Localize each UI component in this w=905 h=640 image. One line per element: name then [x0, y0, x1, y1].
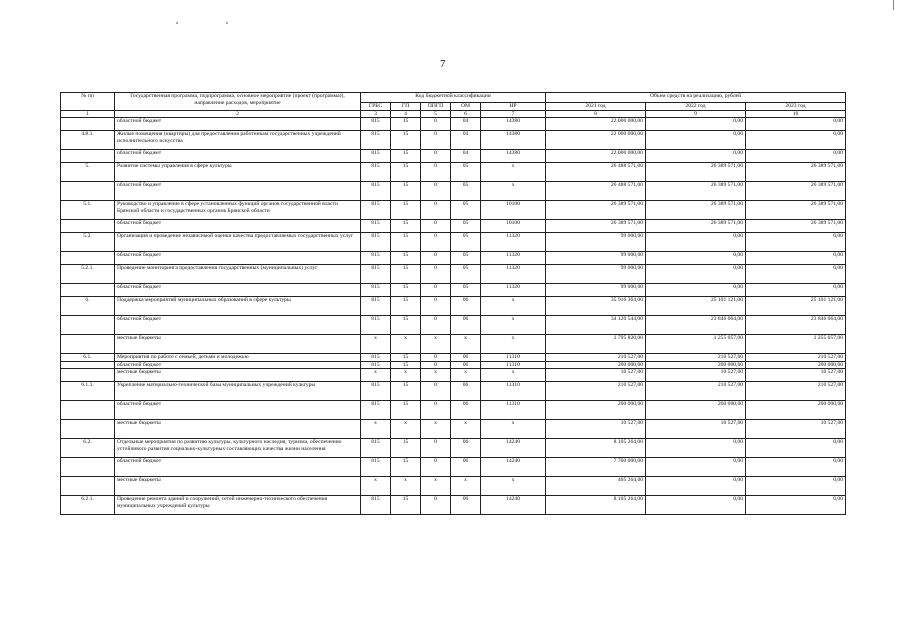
table-row: [61, 477, 846, 496]
header-volume: Объем средств на реализацию, рублей: [546, 93, 846, 103]
table-row: [61, 420, 846, 439]
row-number-cell: [61, 118, 115, 131]
amount-2023-cell: 0,00: [746, 284, 846, 297]
grbs-cell: х: [361, 420, 391, 439]
gp-cell: 15: [391, 201, 421, 220]
ppgp-cell: 0: [421, 118, 451, 131]
table-row: [61, 163, 846, 182]
amount-2021-cell: 26 488 571,00: [546, 163, 646, 182]
nr-cell: 11320: [481, 284, 546, 297]
om-cell: 06: [451, 382, 481, 401]
nr-cell: х: [481, 477, 546, 496]
row-name-cell: областной бюджет: [115, 316, 361, 335]
amount-2023-cell: 10 527,00: [746, 369, 846, 382]
column-number: 10: [746, 110, 846, 118]
table-row: [61, 382, 846, 401]
grbs-cell: х: [361, 335, 391, 354]
gp-cell: 15: [391, 252, 421, 265]
row-name-cell: областной бюджет: [115, 458, 361, 477]
grbs-cell: 815: [361, 233, 391, 252]
amount-2022-cell: 26 389 571,00: [646, 163, 746, 182]
grbs-cell: 815: [361, 182, 391, 201]
ppgp-cell: 0: [421, 458, 451, 477]
ppgp-cell: 0: [421, 265, 451, 284]
gp-cell: 15: [391, 118, 421, 131]
amount-2023-cell: 0,00: [746, 131, 846, 150]
row-number-cell: [61, 316, 115, 335]
row-name-cell: областной бюджет: [115, 252, 361, 265]
amount-2023-cell: 25 101 121,00: [746, 297, 846, 316]
column-numbering-row: [61, 110, 846, 118]
amount-2023-cell: 1 255 057,00: [746, 335, 846, 354]
row-number-cell: 6.2.1.: [61, 496, 115, 515]
nr-cell: х: [481, 316, 546, 335]
gp-cell: 15: [391, 354, 421, 362]
amount-2022-cell: 1 255 057,00: [646, 335, 746, 354]
row-name-cell: областной бюджет: [115, 150, 361, 163]
header-2021: 2021 год: [546, 103, 646, 111]
amount-2022-cell: 0,00: [646, 131, 746, 150]
grbs-cell: 815: [361, 163, 391, 182]
gp-cell: 15: [391, 496, 421, 515]
amount-2022-cell: 0,00: [646, 496, 746, 515]
nr-cell: 11320: [481, 252, 546, 265]
nr-cell: х: [481, 335, 546, 354]
column-number: 5: [421, 110, 451, 118]
om-cell: 04: [451, 118, 481, 131]
row-name-cell: Поддержка мероприятий муниципальных образований в сфере культуры: [115, 297, 361, 316]
row-name-cell: местные бюджеты: [115, 335, 361, 354]
gp-cell: 15: [391, 382, 421, 401]
row-number-cell: 6.: [61, 297, 115, 316]
ppgp-cell: 0: [421, 182, 451, 201]
table-header: [61, 93, 846, 118]
grbs-cell: 815: [361, 496, 391, 515]
table-row: [61, 316, 846, 335]
header-2022: 2022 год: [646, 103, 746, 111]
table-row: [61, 297, 846, 316]
nr-cell: 14240: [481, 496, 546, 515]
amount-2023-cell: 26 389 571,00: [746, 220, 846, 233]
amount-2021-cell: 8 105 264,00: [546, 439, 646, 458]
row-name-cell: Организация и проведение независимой оценки качества предоставляемых государственных услуг: [115, 233, 361, 252]
amount-2021-cell: 26 389 571,00: [546, 201, 646, 220]
row-number-cell: 5.2.1.: [61, 265, 115, 284]
gp-cell: х: [391, 335, 421, 354]
gp-cell: 15: [391, 150, 421, 163]
grbs-cell: 815: [361, 439, 391, 458]
row-number-cell: [61, 401, 115, 420]
row-number-cell: [61, 220, 115, 233]
amount-2023-cell: 0,00: [746, 458, 846, 477]
amount-2023-cell: 200 000,00: [746, 401, 846, 420]
amount-2023-cell: 10 527,00: [746, 420, 846, 439]
grbs-cell: 815: [361, 150, 391, 163]
table-row: [61, 182, 846, 201]
row-name-cell: местные бюджеты: [115, 477, 361, 496]
amount-2021-cell: 22 000 000,00: [546, 131, 646, 150]
om-cell: 06: [451, 401, 481, 420]
om-cell: 05: [451, 163, 481, 182]
amount-2022-cell: 200 000,00: [646, 361, 746, 369]
table-body: [61, 118, 846, 515]
om-cell: х: [451, 477, 481, 496]
scan-edge-mark: [893, 0, 894, 10]
amount-2021-cell: 26 488 571,00: [546, 182, 646, 201]
nr-cell: 11310: [481, 354, 546, 362]
ppgp-cell: 0: [421, 252, 451, 265]
om-cell: х: [451, 335, 481, 354]
table-row: [61, 265, 846, 284]
table-row: [61, 401, 846, 420]
om-cell: 05: [451, 284, 481, 297]
table-row: [61, 361, 846, 369]
ppgp-cell: х: [421, 335, 451, 354]
om-cell: 05: [451, 265, 481, 284]
amount-2022-cell: 0,00: [646, 284, 746, 297]
row-number-cell: [61, 369, 115, 382]
amount-2023-cell: 200 000,00: [746, 361, 846, 369]
om-cell: 05: [451, 182, 481, 201]
amount-2023-cell: 210 527,00: [746, 354, 846, 362]
om-cell: 06: [451, 496, 481, 515]
nr-cell: 14380: [481, 118, 546, 131]
om-cell: 06: [451, 297, 481, 316]
column-number: 1: [61, 110, 115, 118]
table-row: [61, 201, 846, 220]
table-row: [61, 354, 846, 362]
row-name-cell: Проведение ремонта зданий и сооружений, сетей инженерно-технического обеспечения муниципальных учреждений культуры: [115, 496, 361, 515]
nr-cell: х: [481, 369, 546, 382]
row-name-cell: Мероприятия по работе с семьей, детьми и молодежью: [115, 354, 361, 362]
column-number: 4: [391, 110, 421, 118]
om-cell: 05: [451, 252, 481, 265]
column-number: 6: [451, 110, 481, 118]
header-name: Государственная программа, подпрограмма, основное мероприятие (проект (программа)), направление расходов, мероприятие: [115, 93, 361, 111]
nr-cell: х: [481, 297, 546, 316]
amount-2021-cell: 210 527,00: [546, 354, 646, 362]
budget-table: [60, 92, 846, 515]
amount-2021-cell: 22 000 000,00: [546, 150, 646, 163]
amount-2021-cell: 1 795 820,00: [546, 335, 646, 354]
header-nr: НР: [481, 103, 546, 111]
row-name-cell: областной бюджет: [115, 182, 361, 201]
grbs-cell: 815: [361, 131, 391, 150]
header-classification: Код бюджетной классификации: [361, 93, 546, 103]
table-row: [61, 284, 846, 297]
row-name-cell: областной бюджет: [115, 220, 361, 233]
amount-2021-cell: 99 000,00: [546, 284, 646, 297]
ppgp-cell: 0: [421, 150, 451, 163]
amount-2023-cell: 26 389 571,00: [746, 163, 846, 182]
row-name-cell: Руководство и управление в сфере установленных функций органов государственной власти Брянской области и государственных органов Брянской области: [115, 201, 361, 220]
om-cell: 06: [451, 439, 481, 458]
amount-2023-cell: 23 846 064,00: [746, 316, 846, 335]
header-gp: ГП: [391, 103, 421, 111]
amount-2021-cell: 10 527,00: [546, 420, 646, 439]
amount-2022-cell: 25 101 121,00: [646, 297, 746, 316]
nr-cell: 14380: [481, 131, 546, 150]
ppgp-cell: 0: [421, 354, 451, 362]
header-ppgp: ППГП: [421, 103, 451, 111]
ppgp-cell: 0: [421, 297, 451, 316]
gp-cell: 15: [391, 401, 421, 420]
row-name-cell: Укрепление материально-технической базы муниципальных учреждений культуры: [115, 382, 361, 401]
amount-2022-cell: 23 846 064,00: [646, 316, 746, 335]
ppgp-cell: 0: [421, 361, 451, 369]
nr-cell: х: [481, 163, 546, 182]
ppgp-cell: х: [421, 420, 451, 439]
row-number-cell: [61, 252, 115, 265]
om-cell: 05: [451, 233, 481, 252]
row-name-cell: областной бюджет: [115, 284, 361, 297]
grbs-cell: 815: [361, 316, 391, 335]
row-name-cell: Жилые помещения (квартиры) для предоставления работникам государственных учреждений исполнительного искусства: [115, 131, 361, 150]
ppgp-cell: 0: [421, 316, 451, 335]
amount-2022-cell: 0,00: [646, 477, 746, 496]
om-cell: 06: [451, 316, 481, 335]
nr-cell: х: [481, 182, 546, 201]
scan-dot: [176, 22, 178, 24]
amount-2023-cell: 210 527,00: [746, 382, 846, 401]
ppgp-cell: х: [421, 369, 451, 382]
row-number-cell: 5.: [61, 163, 115, 182]
amount-2022-cell: 0,00: [646, 458, 746, 477]
gp-cell: 15: [391, 297, 421, 316]
amount-2021-cell: 99 000,00: [546, 233, 646, 252]
row-name-cell: Развитие системы управления в сфере культуры: [115, 163, 361, 182]
table-row: [61, 150, 846, 163]
amount-2023-cell: 0,00: [746, 233, 846, 252]
nr-cell: 11310: [481, 361, 546, 369]
ppgp-cell: х: [421, 477, 451, 496]
gp-cell: 15: [391, 458, 421, 477]
row-number-cell: [61, 477, 115, 496]
nr-cell: 14240: [481, 458, 546, 477]
amount-2021-cell: 99 000,00: [546, 252, 646, 265]
grbs-cell: 815: [361, 201, 391, 220]
column-number: 8: [546, 110, 646, 118]
gp-cell: х: [391, 477, 421, 496]
amount-2022-cell: 0,00: [646, 233, 746, 252]
amount-2023-cell: 0,00: [746, 496, 846, 515]
grbs-cell: 815: [361, 401, 391, 420]
grbs-cell: 815: [361, 265, 391, 284]
table-row: [61, 335, 846, 354]
grbs-cell: 815: [361, 458, 391, 477]
amount-2023-cell: 26 389 571,00: [746, 182, 846, 201]
amount-2021-cell: 26 389 571,00: [546, 220, 646, 233]
amount-2022-cell: 0,00: [646, 150, 746, 163]
grbs-cell: х: [361, 369, 391, 382]
amount-2022-cell: 10 527,00: [646, 420, 746, 439]
grbs-cell: 815: [361, 382, 391, 401]
ppgp-cell: 0: [421, 131, 451, 150]
om-cell: х: [451, 369, 481, 382]
row-number-cell: 5.2.: [61, 233, 115, 252]
header-om: ОМ: [451, 103, 481, 111]
ppgp-cell: 0: [421, 163, 451, 182]
row-number-cell: [61, 458, 115, 477]
row-number-cell: [61, 182, 115, 201]
amount-2023-cell: 0,00: [746, 118, 846, 131]
om-cell: 05: [451, 220, 481, 233]
row-number-cell: [61, 150, 115, 163]
grbs-cell: 815: [361, 297, 391, 316]
nr-cell: 11320: [481, 233, 546, 252]
ppgp-cell: 0: [421, 439, 451, 458]
table-row: [61, 252, 846, 265]
amount-2021-cell: 22 000 000,00: [546, 118, 646, 131]
column-number: 7: [481, 110, 546, 118]
nr-cell: 10100: [481, 220, 546, 233]
row-number-cell: 5.1.: [61, 201, 115, 220]
row-number-cell: [61, 361, 115, 369]
ppgp-cell: 0: [421, 201, 451, 220]
amount-2023-cell: 26 389 571,00: [746, 201, 846, 220]
row-name-cell: местные бюджеты: [115, 420, 361, 439]
amount-2022-cell: 26 389 571,00: [646, 220, 746, 233]
row-name-cell: областной бюджет: [115, 361, 361, 369]
amount-2023-cell: 0,00: [746, 439, 846, 458]
amount-2021-cell: 99 000,00: [546, 265, 646, 284]
gp-cell: 15: [391, 361, 421, 369]
nr-cell: 14380: [481, 150, 546, 163]
grbs-cell: 815: [361, 354, 391, 362]
row-name-cell: областной бюджет: [115, 118, 361, 131]
amount-2021-cell: 34 120 544,00: [546, 316, 646, 335]
om-cell: х: [451, 420, 481, 439]
ppgp-cell: 0: [421, 220, 451, 233]
amount-2021-cell: 210 527,00: [546, 382, 646, 401]
gp-cell: 15: [391, 131, 421, 150]
amount-2021-cell: 200 000,00: [546, 401, 646, 420]
column-number: 2: [115, 110, 361, 118]
grbs-cell: 815: [361, 284, 391, 297]
ppgp-cell: 0: [421, 496, 451, 515]
table-row: [61, 233, 846, 252]
gp-cell: 15: [391, 265, 421, 284]
grbs-cell: 815: [361, 220, 391, 233]
amount-2021-cell: 10 527,00: [546, 369, 646, 382]
amount-2021-cell: 405 264,00: [546, 477, 646, 496]
nr-cell: 11310: [481, 401, 546, 420]
amount-2022-cell: 210 527,00: [646, 382, 746, 401]
header-2023: 2023 год: [746, 103, 846, 111]
amount-2021-cell: 7 700 000,00: [546, 458, 646, 477]
header-num: № пп: [61, 93, 115, 111]
amount-2021-cell: 200 000,00: [546, 361, 646, 369]
amount-2022-cell: 0,00: [646, 439, 746, 458]
row-number-cell: [61, 284, 115, 297]
nr-cell: 14240: [481, 439, 546, 458]
table-row: [61, 131, 846, 150]
table-row: [61, 496, 846, 515]
row-number-cell: 6.2.: [61, 439, 115, 458]
gp-cell: 15: [391, 439, 421, 458]
amount-2022-cell: 210 527,00: [646, 354, 746, 362]
amount-2022-cell: 0,00: [646, 252, 746, 265]
row-number-cell: 6.1.: [61, 354, 115, 362]
row-name-cell: Проведение мониторинга предоставления государственных (муниципальных) услуг: [115, 265, 361, 284]
nr-cell: 11310: [481, 382, 546, 401]
gp-cell: 15: [391, 220, 421, 233]
gp-cell: 15: [391, 163, 421, 182]
table-row: [61, 118, 846, 131]
row-number-cell: [61, 420, 115, 439]
table-row: [61, 369, 846, 382]
gp-cell: 15: [391, 316, 421, 335]
gp-cell: х: [391, 420, 421, 439]
nr-cell: 10100: [481, 201, 546, 220]
nr-cell: х: [481, 420, 546, 439]
amount-2022-cell: 10 527,00: [646, 369, 746, 382]
table-row: [61, 439, 846, 458]
amount-2022-cell: 200 000,00: [646, 401, 746, 420]
row-number-cell: 6.1.1.: [61, 382, 115, 401]
amount-2023-cell: 0,00: [746, 252, 846, 265]
column-number: 9: [646, 110, 746, 118]
row-name-cell: местные бюджеты: [115, 369, 361, 382]
om-cell: 04: [451, 131, 481, 150]
grbs-cell: 815: [361, 361, 391, 369]
gp-cell: 15: [391, 233, 421, 252]
gp-cell: 15: [391, 284, 421, 297]
table-row: [61, 220, 846, 233]
grbs-cell: х: [361, 477, 391, 496]
amount-2023-cell: 0,00: [746, 477, 846, 496]
amount-2023-cell: 0,00: [746, 150, 846, 163]
amount-2021-cell: 35 916 364,00: [546, 297, 646, 316]
ppgp-cell: 0: [421, 401, 451, 420]
gp-cell: 15: [391, 182, 421, 201]
grbs-cell: 815: [361, 252, 391, 265]
header-grbs: ГРБС: [361, 103, 391, 111]
page-number: 7: [440, 58, 446, 70]
ppgp-cell: 0: [421, 284, 451, 297]
ppgp-cell: 0: [421, 233, 451, 252]
column-number: 3: [361, 110, 391, 118]
row-name-cell: Отдельные мероприятия по развитию культуры, культурного наследия, туризма, обеспечению устойчивого развития социально-культурных составляющих качества жизни населения: [115, 439, 361, 458]
om-cell: 06: [451, 458, 481, 477]
row-number-cell: [61, 335, 115, 354]
om-cell: 05: [451, 201, 481, 220]
amount-2022-cell: 0,00: [646, 265, 746, 284]
amount-2023-cell: 0,00: [746, 265, 846, 284]
amount-2022-cell: 26 389 571,00: [646, 182, 746, 201]
nr-cell: 11320: [481, 265, 546, 284]
grbs-cell: 815: [361, 118, 391, 131]
om-cell: 06: [451, 361, 481, 369]
amount-2021-cell: 8 105 264,00: [546, 496, 646, 515]
gp-cell: х: [391, 369, 421, 382]
amount-2022-cell: 26 389 571,00: [646, 201, 746, 220]
row-name-cell: областной бюджет: [115, 401, 361, 420]
amount-2022-cell: 0,00: [646, 118, 746, 131]
om-cell: 06: [451, 354, 481, 362]
scan-dot: [226, 22, 228, 24]
row-number-cell: 4.8.1.: [61, 131, 115, 150]
ppgp-cell: 0: [421, 382, 451, 401]
table-row: [61, 458, 846, 477]
om-cell: 04: [451, 150, 481, 163]
